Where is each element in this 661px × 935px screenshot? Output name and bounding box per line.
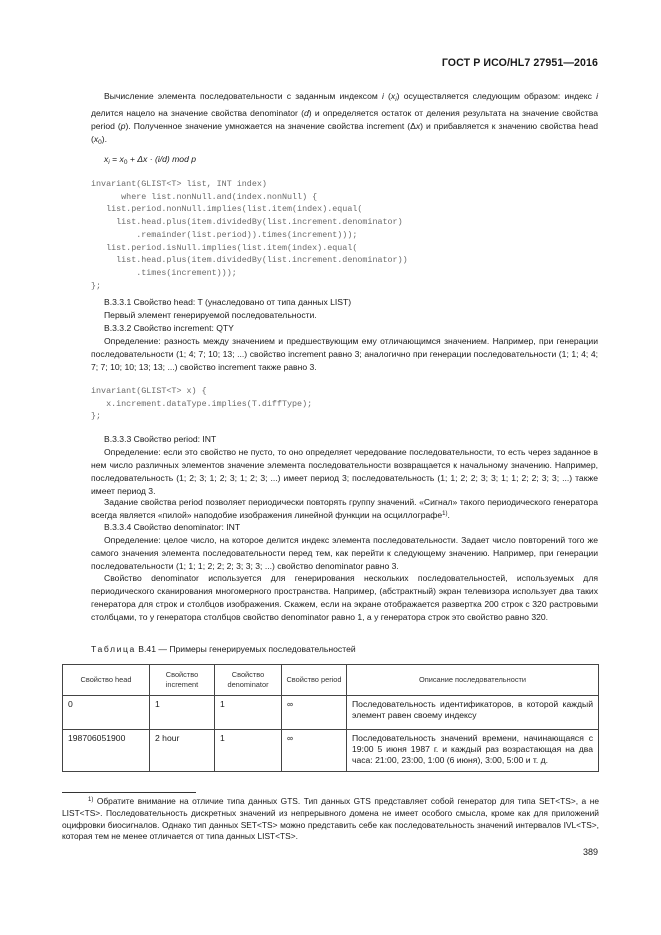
code-line: }; — [91, 411, 102, 422]
code-line: x.increment.dataType.implies(T.diffType); — [91, 398, 313, 409]
table-row — [63, 730, 599, 772]
table-header-row — [63, 665, 599, 696]
section-denominator-title: В.3.3.4 Свойство denominator: INT — [104, 522, 241, 532]
code-line: }; — [91, 280, 102, 291]
table-cell: 198706051900 — [63, 730, 150, 772]
section-head-title: В.3.3.1 Свойство head: T (унаследовано от типа данных LIST) — [104, 297, 352, 307]
table-cell: ∞ — [282, 696, 347, 730]
table-cell: 0 — [63, 696, 150, 730]
section-increment-text: Определение: разность между значением и предшествующим ему отличающимся значением. Например, при генерации последовательности (1; 4; 7; 10; 13; ...) свойство increment равно 3; аналогично при генерации последовательности (1; 1; 4; 4; 7; 7; 10; 10; 13; 13; ...) свойство increment также равно 3. — [91, 336, 598, 372]
col-header-head: Свойство head — [63, 665, 150, 696]
table-row — [63, 696, 599, 730]
sequence-formula: $x_i = x_0 + \Delta x \cdot (i/d)$ mod p — [104, 154, 197, 166]
section-period-text2: Задание свойства period позволяет периодически повторять группу значений. «Сигнал» такого периодического генератора всегда является «пилой» наподобие изображения линейной функции на осциллографе$^{1)}$. — [91, 497, 598, 520]
table-cell: Последовательность значений времени, начинающаяся с 19:00 5 июня 1987 г. и каждый раз возрастающая на два часа: 21:00, 23:00, 1:00 (6 июня), 3:00, 5:00 и т. д. — [347, 730, 599, 772]
page-number: 389 — [582, 847, 598, 857]
section-denominator-text2: Свойство denominator используется для генерирования нескольких последовательностей, используемых для периодического сканирования многомерного пространства. Например, (абстрактный) экран телевизора использует два таких генератора для строк и столбцов изображения. Скажем, если на экране отображается развертка 200 строк с 320 растровыми столбцами, то у генератора столбцов свойство denominator равно 1, а у генератора строк это свойство равно 320. — [91, 573, 598, 622]
code-line: where list.nonNull.and(index.nonNull) { — [91, 191, 318, 202]
code-block-invariant-item — [91, 178, 408, 292]
col-header-denominator: Свойство denominator — [215, 665, 282, 696]
table-cell: 1 — [150, 696, 215, 730]
code-line: .times(increment))); — [91, 267, 237, 278]
sequence-examples-table — [62, 664, 599, 772]
document-header: ГОСТ Р ИСО/HL7 27951—2016 — [441, 57, 598, 69]
section-increment-title: В.3.3.2 Свойство increment: QTY — [104, 323, 234, 333]
code-line: list.period.isNull.implies(list.item(index).equal( — [91, 242, 358, 253]
section-period-text: Определение: если это свойство не пусто, то оно определяет чередование последовательности, то есть через заданное в нем число различных элементов значение элемента последовательности возвращается к начальному значению. Например, последовательность (1; 2; 3; 1; 2; 3; 1; 2; 3; ...) имеет период 3; последовательность (1; 1; 2; 2; 3; 3; 1; 1; 2; 2; 3; 3; ...) также имеет период 3. — [91, 447, 598, 496]
table-cell: 1 — [215, 696, 282, 730]
section-denominator-text: Определение: целое число, на которое делится индекс элемента последовательности. Задает число повторений того же самого значения элемента последовательности перед тем, как перейти к следующему значению. Например, при генерации последовательности (1; 1; 1; 2; 2; 2; 3; 3; 3; ...) свойство denominator равно 3. — [91, 535, 598, 571]
table-cell: Последовательность идентификаторов, в которой каждый элемент равен своему индексу — [347, 696, 599, 730]
section-head-text: Первый элемент генерируемой последовательности. — [104, 310, 317, 320]
table-caption: Таблица В.41 — Примеры генерируемых последовательностей — [91, 644, 356, 654]
footnote: $^{1)}$ Обратите внимание на отличие типа данных GTS. Тип данных GTS представляет собой генератор для типа SET<TS>, а не LIST<TS>. Последовательность дискретных значений из непрерывного домена не имеет особого смысла, кроме как для приложений оцифровки биосигналов. Однако тип данных SET<TS> можно представить себе как последовательность значений интервалов IVL<TS>, которая тем не менее отличается от типа данных LIST<TS>. — [62, 796, 599, 842]
table-cell: 1 — [215, 730, 282, 772]
code-line: list.period.nonNull.implies(list.item(index).equal( — [91, 204, 363, 215]
table-cell: 2 hour — [150, 730, 215, 772]
code-line: list.head.plus(item.dividedBy(list.increment.denominator) — [91, 217, 403, 228]
footnote-ref[interactable]: 1) — [442, 510, 448, 517]
code-line: list.head.plus(item.dividedBy(list.increment.denominator)) — [91, 255, 408, 266]
code-block-invariant-increment — [91, 385, 312, 423]
code-line: .remainder(list.period)).times(increment))); — [91, 229, 358, 240]
col-header-period: Свойство period — [282, 665, 347, 696]
section-period-title: В.3.3.3 Свойство period: INT — [104, 434, 217, 444]
footnote-mark: 1) — [88, 797, 94, 803]
table-cell: ∞ — [282, 730, 347, 772]
col-header-increment: Свойство increment — [150, 665, 215, 696]
col-header-description: Описание последовательности — [347, 665, 599, 696]
code-line: invariant(GLIST<T> x) { — [91, 386, 207, 396]
intro-paragraph: Вычисление элемента последовательности с заданным индексом i $(x_i)$ осуществляется следующим образом: индекс i делится нацело на значение свойства denominator (d) и определяется остаток от деления результата на значение свойства period (p). Полученное значение умножается на значение свойства increment (Δx) и прибавляется к значению свойства head $(x_0)$. — [91, 91, 599, 146]
code-line: invariant(GLIST<T> list, INT index) — [91, 179, 267, 189]
footnote-divider — [62, 792, 196, 793]
